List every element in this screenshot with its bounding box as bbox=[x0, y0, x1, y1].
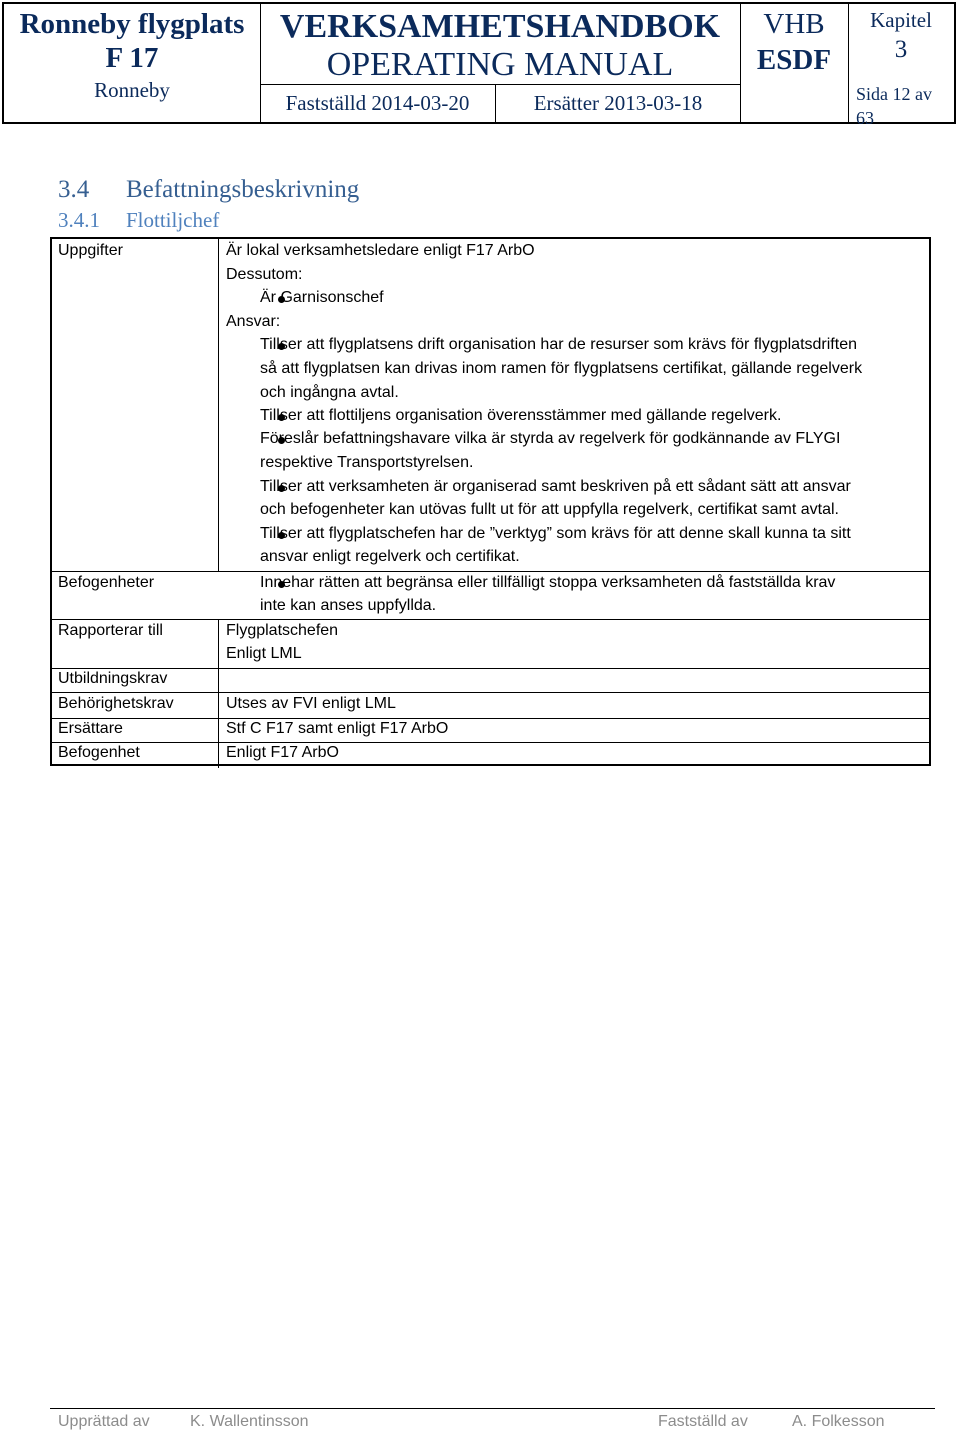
ansvar-item-2: Tillser att flottiljens organisation överensstämmer med gällande regelverk. bbox=[260, 407, 782, 424]
section-heading bbox=[58, 176, 359, 204]
header-title-cell bbox=[260, 4, 741, 122]
ansvar-item-5-line-2: ansvar enligt regelverk och certifikat. bbox=[260, 548, 520, 565]
label-utbildningskrav: Utbildningskrav bbox=[58, 670, 168, 687]
label-rapporterar: Rapporterar till bbox=[58, 622, 163, 639]
section-title: Befattningsbeskrivning bbox=[126, 176, 360, 203]
document-subtitle: OPERATING MANUAL bbox=[326, 46, 674, 83]
subsection-number: 3.4.1 bbox=[58, 208, 100, 232]
row-divider bbox=[52, 571, 929, 572]
subsection-heading bbox=[58, 208, 219, 233]
chapter-label: Kapitel bbox=[870, 8, 932, 32]
column-divider bbox=[218, 619, 219, 768]
row-divider bbox=[52, 619, 929, 620]
ansvar-item-4-line-1: Tillser att verksamheten är organiserad samt beskriven på ett sådant sätt att ansvar bbox=[260, 478, 851, 495]
uppgifter-intro: Är lokal verksamhetsledare enligt F17 ArbO bbox=[226, 242, 535, 259]
ansvar-item-1-line-1: Tillser att flygplatsens drift organisation har de resurser som krävs för flygplatsdriften bbox=[260, 336, 857, 353]
ansvar-item-1-line-3: och ingångna avtal. bbox=[260, 384, 399, 401]
row-divider bbox=[52, 742, 929, 743]
prepared-label: Upprättad av bbox=[58, 1413, 150, 1430]
role-table bbox=[50, 237, 931, 766]
document-title: VERKSAMHETSHANDBOK bbox=[279, 8, 721, 45]
subsection-title: Flottiljchef bbox=[126, 208, 220, 232]
befogenheter-item-line-2: inte kan anses uppfyllda. bbox=[260, 597, 437, 614]
approved-label: Fastställd av bbox=[658, 1413, 748, 1430]
established-date: Fastställd 2014-03-20 bbox=[260, 85, 496, 122]
dessutom-label: Dessutom: bbox=[226, 266, 303, 283]
label-behorighetskrav: Behörighetskrav bbox=[58, 695, 174, 712]
header-date-row bbox=[260, 84, 740, 122]
prepared-by: K. Wallentinsson bbox=[190, 1413, 309, 1430]
label-uppgifter: Uppgifter bbox=[58, 242, 123, 259]
doc-code: VHB bbox=[763, 8, 825, 40]
org-code: F 17 bbox=[105, 42, 159, 74]
label-ersattare: Ersättare bbox=[58, 720, 123, 737]
row-divider bbox=[52, 692, 929, 693]
behorighetskrav-value: Utses av FVI enligt LML bbox=[226, 695, 396, 712]
section-number: 3.4 bbox=[58, 176, 90, 203]
ansvar-item-4-line-2: och befogenheter kan utövas fullt ut för att uppfylla regelverk, certifikat samt avtal. bbox=[260, 501, 839, 518]
ansvar-item-5-line-1: Tillser att flygplatschefen har de ”verktyg” som krävs för att denne skall kunna ta sitt bbox=[260, 525, 851, 542]
document-header bbox=[2, 2, 956, 128]
row-divider bbox=[52, 718, 929, 719]
page-line-1: Sida 12 av bbox=[856, 84, 932, 104]
org-name: Ronneby flygplats bbox=[19, 8, 245, 40]
label-befogenhet: Befogenhet bbox=[58, 744, 140, 761]
doc-unit: ESDF bbox=[756, 44, 832, 76]
ansvar-label: Ansvar: bbox=[226, 313, 281, 330]
document-footer bbox=[50, 1408, 935, 1430]
column-divider bbox=[218, 239, 219, 571]
page-indicator bbox=[856, 82, 932, 130]
label-befogenheter: Befogenheter bbox=[58, 574, 155, 591]
ansvar-item-1-line-2: så att flygplatsen kan drivas inom ramen för flygplatsens certifikat, gällande regelverk bbox=[260, 360, 863, 377]
page-line-2: 63 bbox=[856, 108, 874, 128]
approved-by: A. Folkesson bbox=[792, 1413, 885, 1430]
ansvar-item-3-line-2: respektive Transportstyrelsen. bbox=[260, 454, 474, 471]
org-location: Ronneby bbox=[94, 78, 170, 102]
row-divider bbox=[52, 668, 929, 669]
ersattare-value: Stf C F17 samt enligt F17 ArbO bbox=[226, 720, 449, 737]
rapporterar-line-2: Enligt LML bbox=[226, 645, 302, 662]
chapter-number: 3 bbox=[894, 36, 908, 63]
rapporterar-line-1: Flygplatschefen bbox=[226, 622, 339, 639]
header-code-cell bbox=[740, 4, 849, 122]
header-org-cell bbox=[4, 4, 261, 122]
befogenhet-value: Enligt F17 ArbO bbox=[226, 744, 339, 761]
dessutom-item: Är Garnisonschef bbox=[260, 289, 384, 306]
replaces-date: Ersätter 2013-03-18 bbox=[533, 91, 703, 115]
header-chapter-cell bbox=[848, 4, 954, 128]
befogenheter-item-line-1: Innehar rätten att begränsa eller tillfälligt stoppa verksamheten då fastställda krav bbox=[260, 574, 836, 591]
ansvar-item-3-line-1: Föreslår befattningshavare vilka är styrda av regelverk för godkännande av FLYGI bbox=[260, 430, 841, 447]
